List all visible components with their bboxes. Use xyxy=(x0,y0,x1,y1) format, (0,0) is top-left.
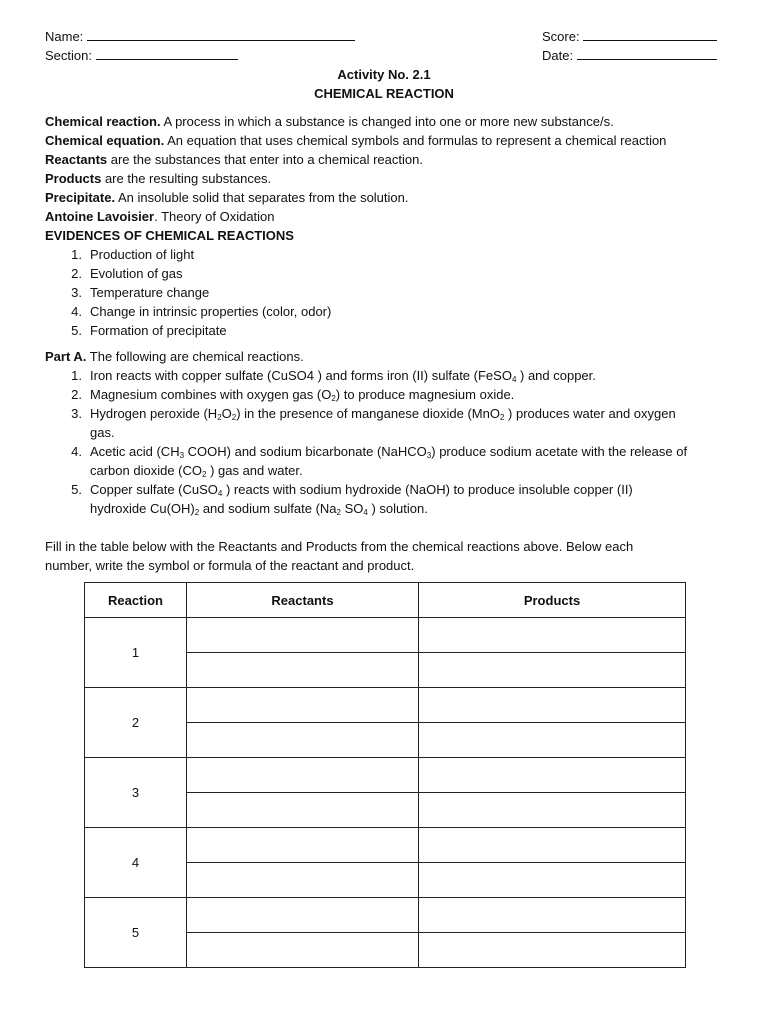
reaction-number: 3 xyxy=(85,758,187,828)
definition-chemical-equation: Chemical equation. An equation that uses chemical symbols and formulas to represent a chemical reaction xyxy=(45,133,667,148)
product-cell[interactable] xyxy=(419,793,686,828)
answer-table xyxy=(84,582,686,968)
score-field[interactable] xyxy=(542,28,717,44)
reactant-cell[interactable] xyxy=(187,898,419,933)
reactant-cell[interactable] xyxy=(187,828,419,863)
instructions-line-1: Fill in the table below with the Reactants and Products from the chemical reactions above. Below each xyxy=(45,539,634,554)
product-cell[interactable] xyxy=(419,618,686,653)
reaction-number: 5 xyxy=(85,898,187,968)
product-cell[interactable] xyxy=(419,653,686,688)
header-products: Products xyxy=(419,583,686,618)
table-row xyxy=(85,828,686,863)
reaction-number: 4 xyxy=(85,828,187,898)
reactant-cell[interactable] xyxy=(187,653,419,688)
evidences-heading: EVIDENCES OF CHEMICAL REACTIONS xyxy=(45,228,294,243)
definition-reactants: Reactants are the substances that enter into a chemical reaction. xyxy=(45,152,423,167)
header-row-1 xyxy=(45,28,725,47)
definition-chemical-reaction: Chemical reaction. A process in which a substance is changed into one or more new substance/s. xyxy=(45,114,614,129)
table-header-row xyxy=(85,583,686,618)
product-cell[interactable] xyxy=(419,828,686,863)
part-a-intro: Part A. The following are chemical reactions. xyxy=(45,349,304,364)
date-field[interactable] xyxy=(542,47,717,63)
reactant-cell[interactable] xyxy=(187,793,419,828)
reaction-number: 1 xyxy=(85,618,187,688)
page-title: CHEMICAL REACTION xyxy=(314,86,454,101)
score-blank[interactable] xyxy=(583,28,717,41)
header-row-2 xyxy=(45,47,725,66)
product-cell[interactable] xyxy=(419,758,686,793)
header-reactants: Reactants xyxy=(187,583,419,618)
definition-products: Products are the resulting substances. xyxy=(45,171,272,186)
section-blank[interactable] xyxy=(96,47,238,60)
product-cell[interactable] xyxy=(419,863,686,898)
reactant-cell[interactable] xyxy=(187,758,419,793)
header-reaction: Reaction xyxy=(85,583,187,618)
product-cell[interactable] xyxy=(419,688,686,723)
reactant-cell[interactable] xyxy=(187,688,419,723)
date-blank[interactable] xyxy=(577,47,717,60)
reaction-number: 2 xyxy=(85,688,187,758)
name-field[interactable] xyxy=(45,28,355,44)
definition-lavoisier: Antoine Lavoisier. Theory of Oxidation xyxy=(45,209,275,224)
name-label: Name: xyxy=(45,29,84,44)
table-row xyxy=(85,618,686,653)
reactant-cell[interactable] xyxy=(187,933,419,968)
product-cell[interactable] xyxy=(419,933,686,968)
section-label: Section: xyxy=(45,48,92,63)
product-cell[interactable] xyxy=(419,898,686,933)
date-label: Date: xyxy=(542,48,574,63)
table-row xyxy=(85,898,686,933)
reactant-cell[interactable] xyxy=(187,723,419,758)
table-row xyxy=(85,758,686,793)
activity-number: Activity No. 2.1 xyxy=(337,67,431,82)
name-blank[interactable] xyxy=(87,28,355,41)
reactant-cell[interactable] xyxy=(187,618,419,653)
instructions-line-2: number, write the symbol or formula of the reactant and product. xyxy=(45,558,415,573)
product-cell[interactable] xyxy=(419,723,686,758)
section-field[interactable] xyxy=(45,47,238,63)
definition-precipitate: Precipitate. An insoluble solid that separates from the solution. xyxy=(45,190,409,205)
reactant-cell[interactable] xyxy=(187,863,419,898)
table-row xyxy=(85,688,686,723)
score-label: Score: xyxy=(542,29,580,44)
